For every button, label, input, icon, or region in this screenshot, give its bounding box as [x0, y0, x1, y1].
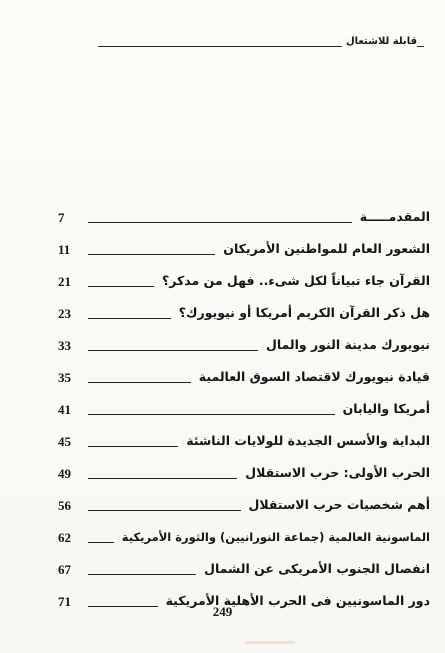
toc-entry: [58, 396, 430, 428]
toc-leader-line: [88, 542, 114, 543]
toc-entry-title: القرآن جاء تبياناً لكل شىء.. فهل من مدكر؟: [161, 273, 430, 288]
toc-leader-line: [88, 254, 215, 255]
toc-entry-title: أمريكا واليابان: [342, 401, 430, 416]
toc-entry-title: أهم شخصيات حرب الاستقلال: [248, 497, 430, 512]
scan-artifact: [245, 641, 295, 644]
toc-entry-page: 71: [58, 594, 71, 609]
toc-leader-line: [88, 318, 171, 319]
toc-entry: [58, 556, 430, 588]
table-of-contents: [58, 204, 430, 620]
toc-leader-line: [88, 478, 237, 479]
toc-leader-line: [88, 574, 196, 575]
toc-leader-line: [88, 510, 241, 511]
page-number: 249: [212, 604, 233, 619]
toc-entry: [58, 204, 430, 236]
toc-entry-page: 67: [58, 562, 71, 577]
toc-entry-page: 45: [58, 434, 71, 449]
toc-leader-line: [88, 350, 258, 351]
toc-entry-page: 7: [58, 210, 65, 225]
toc-leader-line: [88, 382, 191, 383]
toc-entry: [58, 236, 430, 268]
toc-leader-line: [88, 286, 154, 287]
toc-entry-title: نيويورك مدينة النور والمال: [266, 337, 430, 352]
toc-entry-title: هل ذكر القرآن الكريم أمريكا أو نيويورك؟: [178, 305, 430, 320]
toc-entry-title: انفصال الجنوب الأمريكى عن الشمال: [204, 561, 430, 576]
toc-entry: [58, 460, 430, 492]
toc-entry-page: 49: [58, 466, 71, 481]
toc-entry-page: 41: [58, 402, 71, 417]
toc-entry-page: 11: [58, 242, 71, 257]
toc-entry-title: الحرب الأولى: حرب الاستقلال: [245, 465, 430, 480]
toc-entry: [58, 300, 430, 332]
toc-entry-page: 35: [58, 370, 71, 385]
toc-entry: [58, 492, 430, 524]
toc-entry-title: الماسونية العالمية (جماعة النورانيين) والثورة الأمريكية: [121, 530, 430, 544]
toc-leader-line: [88, 446, 178, 447]
toc-entry: [58, 524, 430, 556]
toc-entry-title: الشعور العام للمواطنين الأمريكان: [223, 241, 430, 256]
toc-entry-title: المقدمـــــة: [359, 209, 430, 224]
toc-entry-page: 33: [58, 338, 71, 353]
toc-entry-page: 21: [58, 274, 71, 289]
toc-entry: [58, 268, 430, 300]
toc-entry-page: 56: [58, 498, 71, 513]
toc-entry-page: 62: [58, 530, 71, 545]
toc-leader-line: [88, 222, 352, 223]
running-header-title: قابلة للاشتعال: [342, 36, 417, 47]
toc-entry-page: 23: [58, 306, 71, 321]
toc-entry: [58, 428, 430, 460]
toc-entry-title: قيادة نيويورك لاقتصاد السوق العالمية: [198, 369, 430, 384]
toc-entry-title: البداية والأسس الجديدة للولايات الناشئة: [186, 433, 430, 448]
toc-entry: [58, 364, 430, 396]
toc-entry-title: دور الماسونيين فى الحرب الأهلية الأمريكية: [165, 593, 430, 608]
toc-leader-line: [88, 414, 335, 415]
toc-entry: [58, 332, 430, 364]
